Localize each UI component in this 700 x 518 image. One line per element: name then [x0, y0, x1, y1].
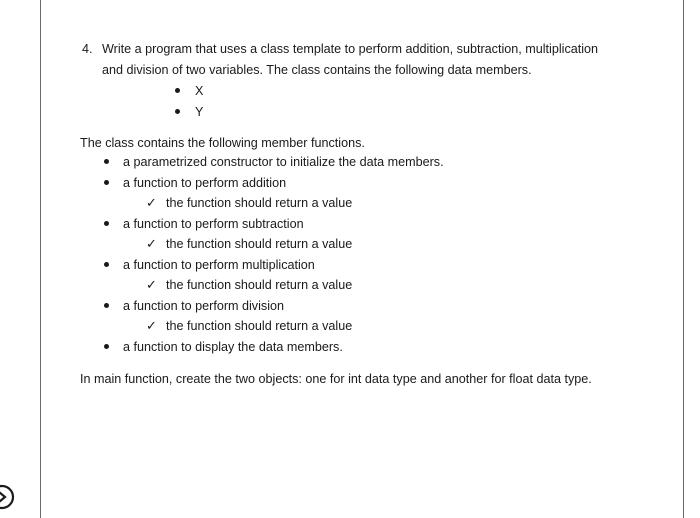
function-item: a function to display the data members. — [123, 340, 343, 354]
functions-intro: The class contains the following member functions. — [80, 136, 365, 150]
checkmark-icon: ✓ — [146, 277, 157, 292]
function-item: a function to perform division — [123, 299, 285, 313]
bullet-icon — [104, 221, 109, 226]
function-item: a function to perform multiplication — [123, 258, 315, 272]
function-item: a function to perform subtraction — [123, 217, 304, 231]
question-number: 4. — [82, 42, 93, 56]
bullet-icon — [104, 303, 109, 308]
bullet-icon — [104, 180, 109, 185]
bullet-icon — [175, 109, 180, 114]
bullet-icon — [104, 159, 109, 164]
question-text-line2: and division of two variables. The class contains the following data members. — [102, 63, 532, 77]
checkmark-icon: ✓ — [146, 236, 157, 251]
data-member-y: Y — [195, 105, 204, 119]
checkmark-icon: ✓ — [146, 318, 157, 333]
bullet-icon — [104, 262, 109, 267]
bullet-icon — [175, 88, 180, 93]
question-text-line1: Write a program that uses a class template to perform addition, subtraction, multiplication — [102, 42, 599, 56]
function-subitem: the function should return a value — [166, 319, 353, 333]
main-function-note: In main function, create the two objects: one for int data type and another for float data type. — [80, 372, 592, 386]
function-subitem: the function should return a value — [166, 237, 353, 251]
data-member-x: X — [195, 84, 204, 98]
function-item: a function to perform addition — [123, 176, 287, 190]
function-subitem: the function should return a value — [166, 278, 353, 292]
bullet-icon — [104, 344, 109, 349]
function-subitem: the function should return a value — [166, 196, 353, 210]
checkmark-icon: ✓ — [146, 195, 157, 210]
function-item: a parametrized constructor to initialize the data members. — [123, 155, 444, 169]
